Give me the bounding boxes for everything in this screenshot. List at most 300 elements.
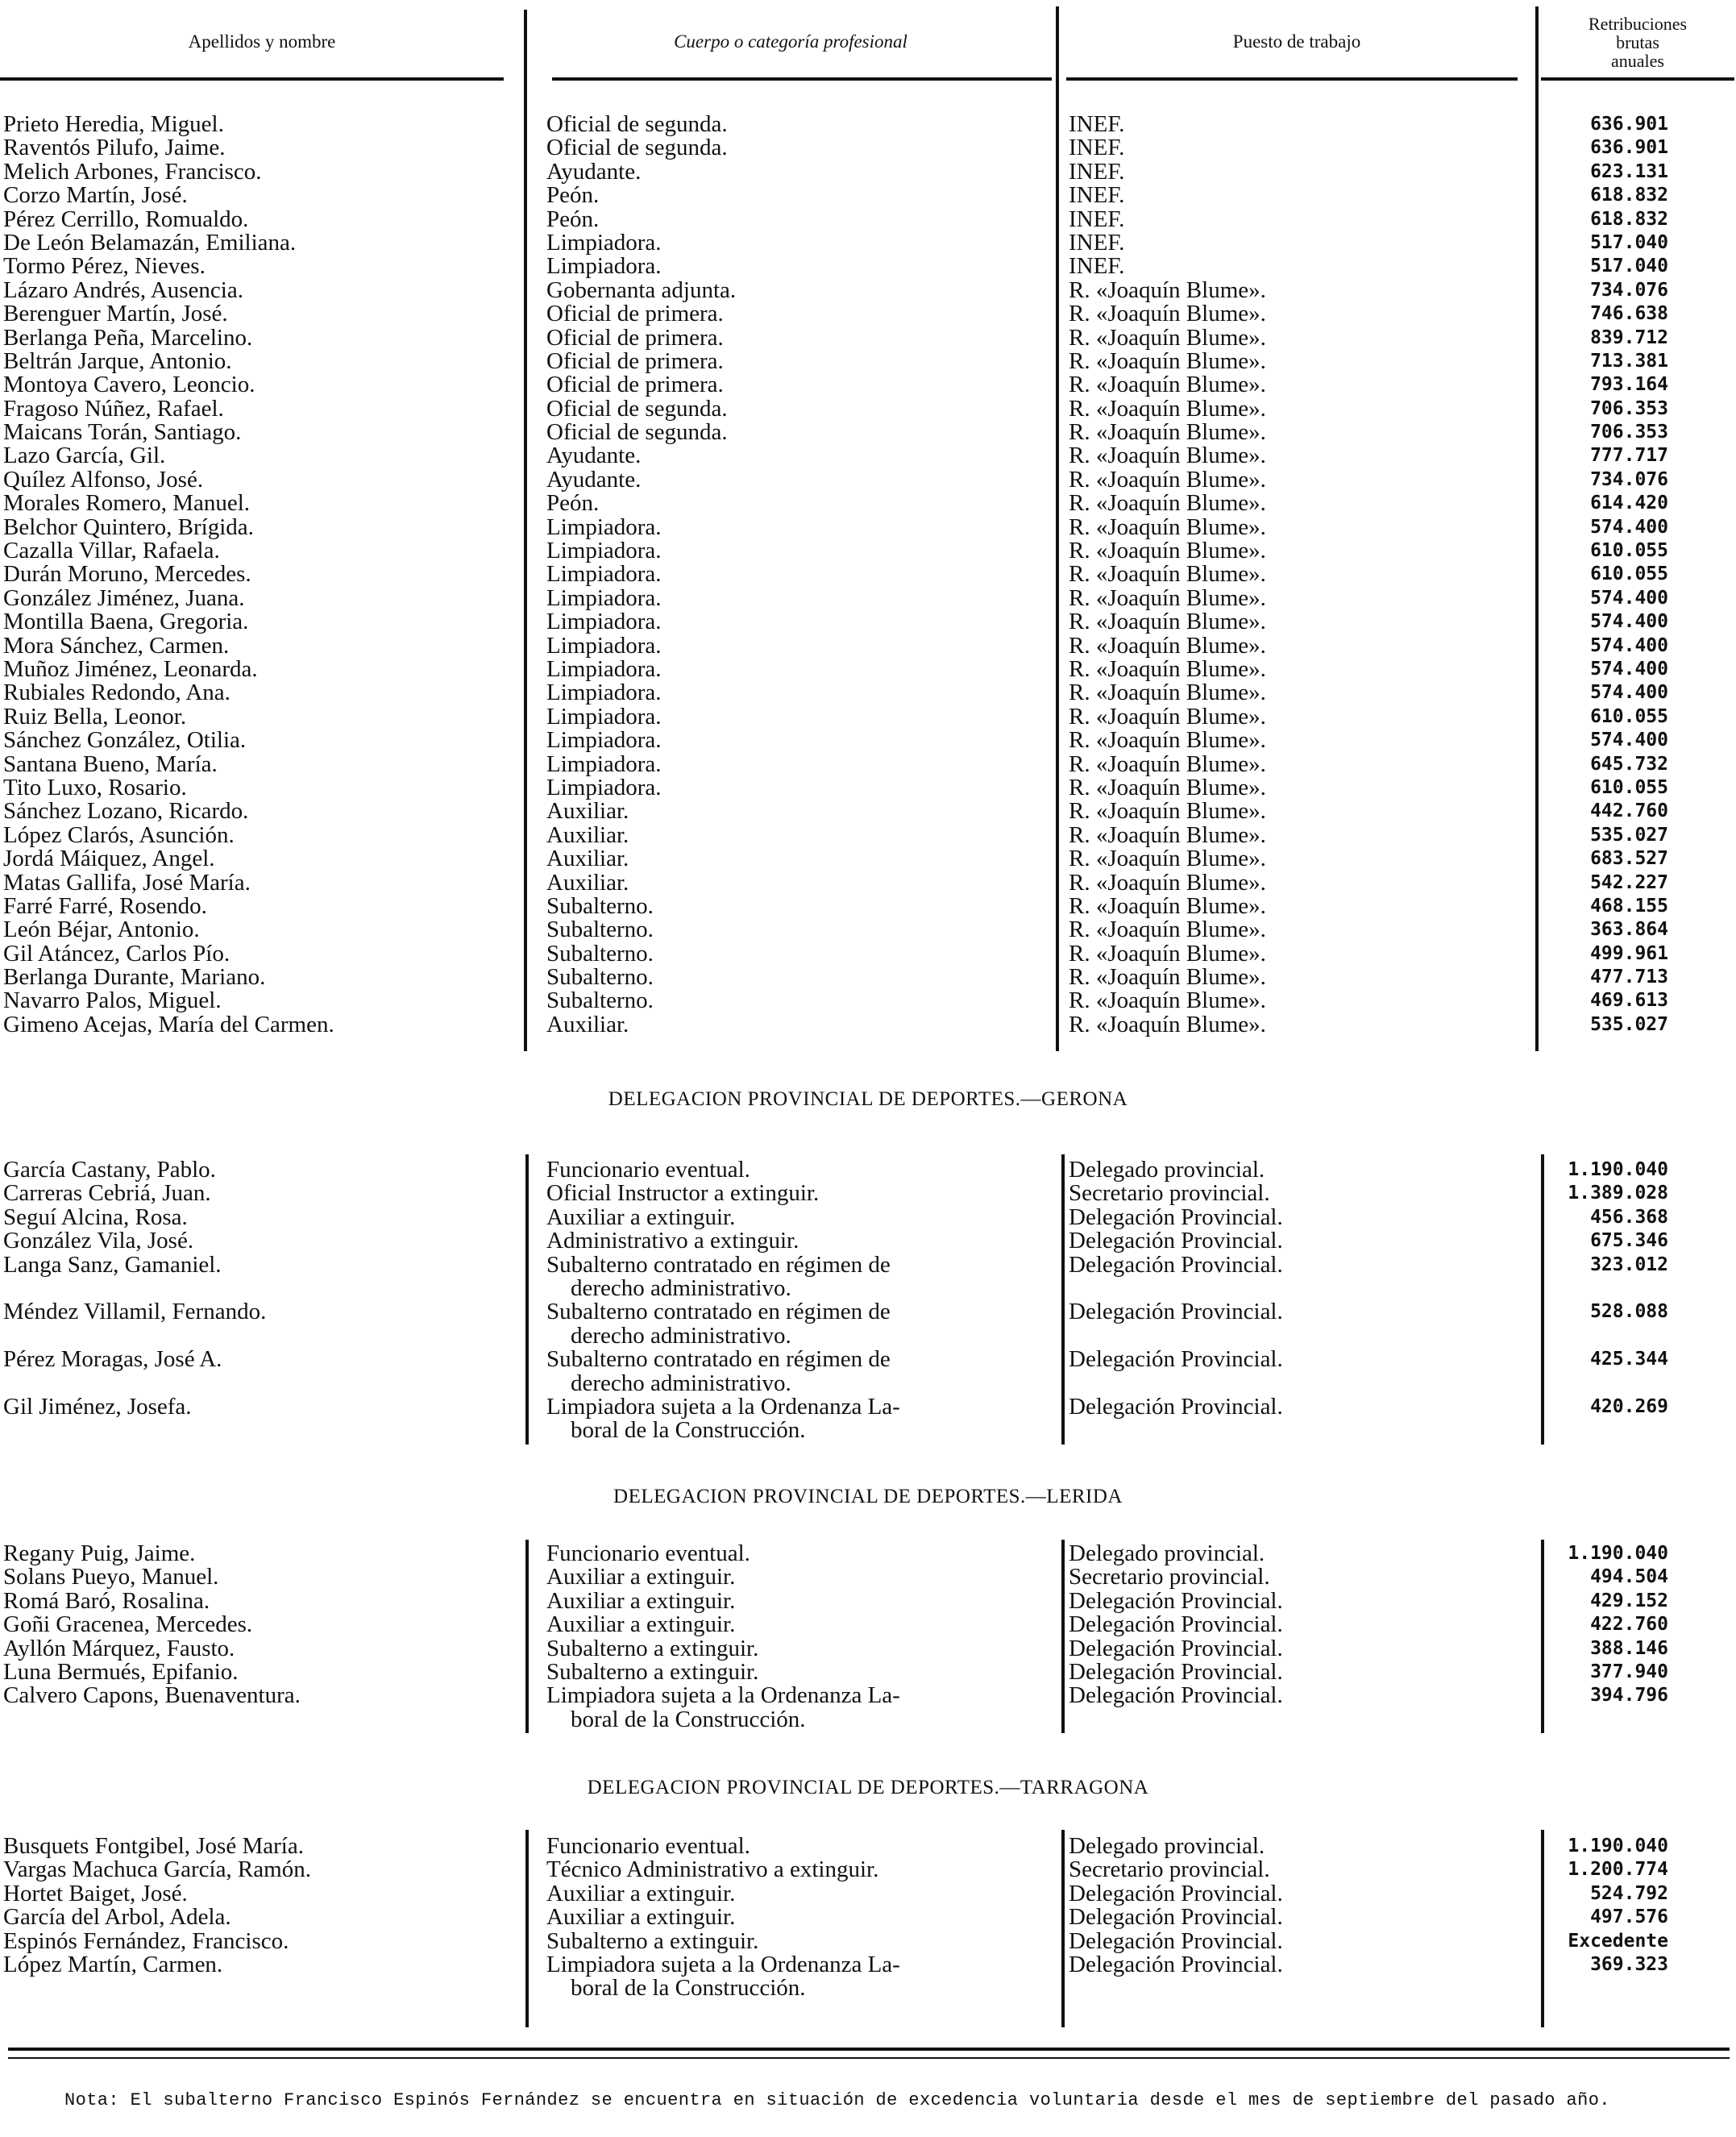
category-line: Oficial de primera.	[546, 347, 724, 374]
employee-name: Morales Romero, Manuel.	[3, 490, 251, 517]
category-line: Gobernanta adjunta.	[546, 276, 737, 303]
category-line: Peón.	[546, 206, 600, 232]
employee-name: Tormo Pérez, Nieves.	[3, 253, 206, 280]
header-rule	[1541, 77, 1734, 81]
table-row	[0, 302, 1736, 326]
annual-gross-pay: 429.152	[1590, 1590, 1668, 1611]
table-row	[0, 1542, 1736, 1565]
table-row	[0, 871, 1736, 895]
professional-category	[546, 1882, 735, 1906]
annual-gross-pay: 442.760	[1590, 800, 1668, 822]
annual-gross-pay: 528.088	[1590, 1301, 1668, 1323]
category-line: Auxiliar.	[546, 846, 629, 872]
table-row	[0, 1206, 1736, 1229]
professional-category	[546, 513, 662, 540]
employee-name: Sánchez González, Otilia.	[3, 727, 247, 754]
annual-gross-pay: 574.400	[1590, 516, 1668, 538]
table-row	[0, 373, 1736, 397]
category-line: Oficial de segunda.	[546, 111, 728, 137]
annual-gross-pay: 1.190.040	[1568, 1543, 1668, 1564]
category-line: Auxiliar a extinguir.	[546, 1904, 736, 1931]
category-line: Auxiliar a extinguir.	[546, 1564, 736, 1590]
table-row	[0, 231, 1736, 255]
category-line: Limpiadora.	[546, 229, 662, 256]
category-line: Subalterno contratado en régimen de	[546, 1251, 891, 1278]
table-row	[0, 1658, 1736, 1685]
category-line: Peón.	[546, 182, 600, 209]
job-post: R. «Joaquín Blume».	[1069, 727, 1266, 754]
employee-name: Santana Bueno, María.	[3, 750, 218, 777]
job-post: R. «Joaquín Blume».	[1069, 703, 1266, 730]
professional-category	[546, 1927, 759, 1954]
employee-name: Méndez Villamil, Fernando.	[3, 1299, 267, 1325]
job-post: R. «Joaquín Blume».	[1069, 276, 1266, 303]
table-row	[0, 1858, 1736, 1881]
job-post: R. «Joaquín Blume».	[1069, 964, 1266, 991]
table-row	[0, 821, 1736, 848]
job-post: Delegación Provincial.	[1069, 1880, 1283, 1906]
professional-category	[546, 347, 724, 374]
category-line: Funcionario eventual.	[546, 1157, 750, 1183]
header-category: Cuerpo o categoría profesional	[674, 31, 907, 52]
annual-gross-pay: 746.638	[1590, 303, 1668, 325]
employee-name: Navarro Palos, Miguel.	[3, 987, 222, 1014]
employee-name: Montoya Cavero, Leoncio.	[3, 372, 255, 398]
professional-category	[546, 918, 654, 942]
category-line: Auxiliar a extinguir.	[546, 1611, 736, 1638]
annual-gross-pay: 574.400	[1590, 634, 1668, 656]
job-post: R. «Joaquín Blume».	[1069, 419, 1266, 446]
annual-gross-pay: 713.381	[1590, 350, 1668, 372]
table-row	[0, 1953, 1736, 2001]
job-post: R. «Joaquín Blume».	[1069, 869, 1266, 896]
employee-name: Ayllón Márquez, Fausto.	[3, 1635, 235, 1661]
category-line: Ayudante.	[546, 158, 642, 185]
job-post: R. «Joaquín Blume».	[1069, 609, 1266, 635]
job-post: INEF.	[1069, 111, 1125, 137]
annual-gross-pay: 369.323	[1590, 1953, 1668, 1975]
job-post: R. «Joaquín Blume».	[1069, 561, 1266, 588]
category-line: Limpiadora.	[546, 774, 662, 800]
employee-name: Raventós Pilufo, Jaime.	[3, 135, 226, 161]
header-pay-line1: Retribuciones	[1588, 13, 1688, 34]
employee-name: Seguí Alcina, Rosa.	[3, 1204, 188, 1230]
job-post: R. «Joaquín Blume».	[1069, 750, 1266, 777]
annual-gross-pay: 574.400	[1590, 682, 1668, 704]
table-row	[0, 1013, 1736, 1037]
header-pay-line2: brutas	[1616, 31, 1659, 52]
category-line: Subalterno contratado en régimen de	[546, 1299, 891, 1325]
professional-category	[546, 729, 662, 752]
professional-category	[546, 302, 724, 326]
section-main	[0, 113, 1736, 1037]
annual-gross-pay: 777.717	[1590, 445, 1668, 467]
professional-category	[546, 184, 599, 207]
professional-category	[546, 1395, 900, 1443]
category-line: Limpiadora.	[546, 680, 662, 706]
job-post: R. «Joaquín Blume».	[1069, 798, 1266, 825]
employee-name: López Clarós, Asunción.	[3, 821, 235, 848]
category-line: Limpiadora.	[546, 584, 662, 611]
professional-category	[546, 871, 629, 895]
category-line-continued: derecho administrativo.	[571, 1274, 791, 1301]
professional-category	[546, 821, 629, 848]
annual-gross-pay: 524.792	[1590, 1882, 1668, 1904]
job-post: Secretario provincial.	[1069, 1180, 1270, 1207]
table-row	[0, 989, 1736, 1012]
employee-name: Romá Baró, Rosalina.	[3, 1587, 210, 1614]
job-post: Delegación Provincial.	[1069, 1346, 1283, 1373]
category-line: Subalterno contratado en régimen de	[546, 1346, 891, 1373]
annual-gross-pay: Excedente	[1568, 1930, 1668, 1952]
job-post: Delegación Provincial.	[1069, 1587, 1283, 1614]
category-line: Subalterno.	[546, 917, 654, 943]
professional-category	[546, 468, 641, 492]
annual-gross-pay: 425.344	[1590, 1349, 1668, 1370]
employee-name: Pérez Cerrillo, Romualdo.	[3, 206, 249, 232]
employee-name: Vargas Machuca García, Ramón.	[3, 1856, 311, 1883]
employee-name: Gil Jiménez, Josefa.	[3, 1393, 192, 1420]
job-post: Delegación Provincial.	[1069, 1251, 1283, 1278]
category-line: Auxiliar a extinguir.	[546, 1204, 736, 1230]
employee-name: Belchor Quintero, Brígida.	[3, 513, 254, 540]
annual-gross-pay: 610.055	[1590, 705, 1668, 727]
header-pay-line3: anuales	[1611, 51, 1664, 72]
table-row	[0, 655, 1736, 682]
category-line: Subalterno a extinguir.	[546, 1658, 759, 1685]
job-post: R. «Joaquín Blume».	[1069, 987, 1266, 1014]
employee-name: González Jiménez, Juana.	[3, 584, 245, 611]
section-title-gerona: DELEGACION PROVINCIAL DE DEPORTES.—GERONA	[608, 1088, 1128, 1110]
annual-gross-pay: 420.269	[1590, 1395, 1668, 1417]
professional-category	[546, 231, 662, 255]
category-line: Limpiadora.	[546, 727, 662, 754]
employee-name: Regany Puig, Jaime.	[3, 1540, 196, 1566]
table-row	[0, 966, 1736, 989]
job-post: R. «Joaquín Blume».	[1069, 940, 1266, 967]
professional-category	[546, 1684, 900, 1732]
professional-category	[546, 681, 662, 705]
table-row	[0, 634, 1736, 658]
employee-name: Prieto Heredia, Miguel.	[3, 111, 224, 137]
job-post: Delegación Provincial.	[1069, 1204, 1283, 1230]
professional-category	[546, 634, 662, 658]
annual-gross-pay: 618.832	[1590, 185, 1668, 206]
section-title-tarragona: DELEGACION PROVINCIAL DE DEPORTES.—TARRAGONA	[587, 1777, 1149, 1798]
category-line: Subalterno a extinguir.	[546, 1635, 759, 1661]
employee-name: Pérez Moragas, José A.	[3, 1346, 222, 1373]
employee-name: De León Belamazán, Emiliana.	[3, 229, 297, 256]
job-post: Delegación Provincial.	[1069, 1904, 1283, 1931]
annual-gross-pay: 363.864	[1590, 919, 1668, 941]
employee-name: Matas Gallifa, José María.	[3, 869, 251, 896]
employee-name: Berlanga Durante, Mariano.	[3, 964, 266, 991]
category-line-continued: boral de la Construcción.	[571, 1417, 806, 1444]
category-line: Ayudante.	[546, 466, 642, 493]
employee-name: Solans Pueyo, Manuel.	[3, 1564, 219, 1590]
job-post: R. «Joaquín Blume».	[1069, 538, 1266, 564]
annual-gross-pay: 574.400	[1590, 730, 1668, 751]
category-line-continued: derecho administrativo.	[571, 1322, 791, 1349]
professional-category	[546, 563, 662, 586]
employee-name: Beltrán Jarque, Antonio.	[3, 347, 232, 374]
professional-category	[546, 1587, 736, 1614]
professional-category	[546, 397, 728, 421]
professional-category	[546, 610, 662, 634]
annual-gross-pay: 636.901	[1590, 137, 1668, 159]
job-post: Delegación Provincial.	[1069, 1658, 1283, 1685]
professional-category	[546, 373, 724, 397]
professional-category	[546, 113, 728, 136]
table-row	[0, 776, 1736, 800]
employee-name: Farré Farré, Rosendo.	[3, 892, 207, 919]
category-line-continued: boral de la Construcción.	[571, 1706, 806, 1732]
job-post: R. «Joaquín Blume».	[1069, 917, 1266, 943]
table-row	[0, 444, 1736, 468]
table-row	[0, 1251, 1736, 1301]
table-row	[0, 1835, 1736, 1858]
annual-gross-pay: 734.076	[1590, 468, 1668, 490]
job-post: R. «Joaquín Blume».	[1069, 395, 1266, 422]
footer-rule	[8, 2048, 1730, 2051]
category-line: Limpiadora.	[546, 561, 662, 588]
category-line: Subalterno.	[546, 892, 654, 919]
annual-gross-pay: 618.832	[1590, 208, 1668, 230]
category-line: Oficial de segunda.	[546, 395, 728, 422]
professional-category	[546, 1229, 799, 1253]
job-post: INEF.	[1069, 135, 1125, 161]
table-row	[0, 184, 1736, 207]
annual-gross-pay: 1.389.028	[1568, 1183, 1668, 1204]
table-row	[0, 681, 1736, 705]
job-post: R. «Joaquín Blume».	[1069, 372, 1266, 398]
professional-category	[546, 1953, 900, 2001]
category-line: Auxiliar.	[546, 869, 629, 896]
employee-name: Maicans Torán, Santiago.	[3, 419, 242, 446]
annual-gross-pay: 377.940	[1590, 1661, 1668, 1682]
category-line: Limpiadora.	[546, 655, 662, 682]
table-row	[0, 1395, 1736, 1443]
table-row	[0, 729, 1736, 752]
job-post: R. «Joaquín Blume».	[1069, 680, 1266, 706]
annual-gross-pay: 623.131	[1590, 160, 1668, 182]
category-line-continued: boral de la Construcción.	[571, 1975, 806, 2002]
table-row	[0, 1882, 1736, 1906]
category-line-continued: derecho administrativo.	[571, 1370, 791, 1396]
table-row	[0, 326, 1736, 350]
annual-gross-pay: 839.712	[1590, 326, 1668, 348]
category-line: Limpiadora.	[546, 538, 662, 564]
annual-gross-pay: 706.353	[1590, 422, 1668, 443]
table-row	[0, 113, 1736, 136]
category-line: Oficial de primera.	[546, 372, 724, 398]
professional-category	[546, 1206, 735, 1229]
annual-gross-pay: 517.040	[1590, 231, 1668, 253]
employee-name: Mora Sánchez, Carmen.	[3, 632, 230, 659]
category-line: Limpiadora.	[546, 750, 662, 777]
category-line: Subalterno.	[546, 940, 654, 967]
category-line: Limpiadora sujeta a la Ordenanza La-	[546, 1682, 900, 1709]
professional-category	[546, 800, 629, 823]
annual-gross-pay: 610.055	[1590, 563, 1668, 585]
category-line: Subalterno.	[546, 964, 654, 991]
professional-category	[546, 255, 662, 278]
annual-gross-pay: 610.055	[1590, 776, 1668, 798]
professional-category	[546, 989, 654, 1012]
job-post: Delegación Provincial.	[1069, 1393, 1283, 1420]
table-row	[0, 1906, 1736, 1929]
job-post: Delegación Provincial.	[1069, 1927, 1283, 1954]
employee-name: Ruiz Bella, Leonor.	[3, 703, 187, 730]
table-row	[0, 208, 1736, 231]
table-row	[0, 1587, 1736, 1614]
category-line: Oficial de primera.	[546, 301, 724, 327]
professional-category	[546, 1565, 735, 1589]
professional-category	[546, 1348, 891, 1395]
footer-rule	[8, 2057, 1730, 2059]
job-post: Delegación Provincial.	[1069, 1635, 1283, 1661]
annual-gross-pay: 574.400	[1590, 611, 1668, 633]
table-row	[0, 160, 1736, 184]
category-line: Oficial Instructor a extinguir.	[546, 1180, 820, 1207]
professional-category	[546, 776, 662, 800]
professional-category	[546, 942, 654, 966]
annual-gross-pay: 636.901	[1590, 114, 1668, 135]
annual-gross-pay: 422.760	[1590, 1614, 1668, 1636]
job-post: R. «Joaquín Blume».	[1069, 443, 1266, 469]
employee-name: Cazalla Villar, Rafaela.	[3, 538, 220, 564]
table-row	[0, 705, 1736, 729]
table-row	[0, 1637, 1736, 1661]
employee-name: Calvero Capons, Buenaventura.	[3, 1682, 301, 1709]
table-row	[0, 1565, 1736, 1589]
category-line: Limpiadora.	[546, 513, 662, 540]
annual-gross-pay: 456.368	[1590, 1206, 1668, 1228]
annual-gross-pay: 535.027	[1590, 824, 1668, 846]
professional-category	[546, 1251, 891, 1301]
job-post: Secretario provincial.	[1069, 1564, 1270, 1590]
job-post: INEF.	[1069, 206, 1125, 232]
employee-name: Busquets Fontgibel, José María.	[3, 1833, 304, 1859]
category-line: Limpiadora sujeta a la Ordenanza La-	[546, 1393, 900, 1420]
table-row	[0, 1300, 1736, 1348]
employee-name: León Béjar, Antonio.	[3, 917, 200, 943]
job-post: Delegación Provincial.	[1069, 1299, 1283, 1325]
table-row	[0, 347, 1736, 374]
employee-name: Tito Luxo, Rosario.	[3, 774, 187, 800]
professional-category	[546, 1858, 878, 1881]
job-post: Delegado provincial.	[1069, 1540, 1265, 1566]
category-line: Administrativo a extinguir.	[546, 1228, 799, 1254]
job-post: Delegación Provincial.	[1069, 1611, 1283, 1638]
employee-name: Montilla Baena, Gregoria.	[3, 609, 249, 635]
employee-name: Luna Bermués, Epifanio.	[3, 1658, 239, 1685]
annual-gross-pay: 645.732	[1590, 753, 1668, 775]
professional-category	[546, 136, 728, 160]
employee-name: Jordá Máiquez, Angel.	[3, 846, 215, 872]
employee-name: Corzo Martín, José.	[3, 182, 188, 209]
professional-category	[546, 892, 654, 919]
table-row	[0, 513, 1736, 540]
table-row	[0, 584, 1736, 611]
category-line: Limpiadora.	[546, 609, 662, 635]
employee-name: Berenguer Martín, José.	[3, 301, 228, 327]
category-line: Técnico Administrativo a extinguir.	[546, 1856, 879, 1883]
annual-gross-pay: 1.200.774	[1568, 1859, 1668, 1881]
table-row	[0, 1348, 1736, 1395]
employee-name: Melich Arbones, Francisco.	[3, 158, 262, 185]
professional-category	[546, 966, 654, 989]
annual-gross-pay: 542.227	[1590, 871, 1668, 893]
job-post: R. «Joaquín Blume».	[1069, 1011, 1266, 1037]
table-row	[0, 276, 1736, 303]
professional-category	[546, 444, 641, 468]
professional-category	[546, 1300, 891, 1348]
category-line: Subalterno a extinguir.	[546, 1927, 759, 1954]
professional-category	[546, 1835, 750, 1858]
employee-name: Langa Sanz, Gamaniel.	[3, 1251, 222, 1278]
job-post: Secretario provincial.	[1069, 1856, 1270, 1883]
professional-category	[546, 750, 662, 777]
table-row	[0, 563, 1736, 586]
employee-name: Gimeno Acejas, María del Carmen.	[3, 1011, 334, 1037]
table-row	[0, 800, 1736, 823]
job-post: INEF.	[1069, 229, 1125, 256]
table-row	[0, 750, 1736, 777]
professional-category	[546, 655, 662, 682]
employee-name: García Castany, Pablo.	[3, 1157, 216, 1183]
professional-category	[546, 276, 737, 303]
annual-gross-pay: 614.420	[1590, 493, 1668, 514]
table-row	[0, 1229, 1736, 1253]
table-row	[0, 1613, 1736, 1636]
category-line: Funcionario eventual.	[546, 1540, 750, 1566]
job-post: Delegación Provincial.	[1069, 1228, 1283, 1254]
job-post: Delegación Provincial.	[1069, 1951, 1283, 1977]
professional-category	[546, 1613, 735, 1636]
employee-name: Carreras Cebriá, Juan.	[3, 1180, 211, 1207]
header-pay	[1539, 0, 1736, 85]
table-row	[0, 1927, 1736, 1954]
header-rule	[552, 77, 1052, 81]
table-row	[0, 1182, 1736, 1205]
annual-gross-pay: 494.504	[1590, 1566, 1668, 1588]
job-post: INEF.	[1069, 253, 1125, 280]
annual-gross-pay: 477.713	[1590, 967, 1668, 988]
job-post: R. «Joaquín Blume».	[1069, 490, 1266, 517]
job-post: R. «Joaquín Blume».	[1069, 301, 1266, 327]
professional-category	[546, 1013, 629, 1037]
professional-category	[546, 492, 599, 515]
professional-category	[546, 326, 724, 350]
section-gerona	[0, 1158, 1736, 1443]
category-line: Subalterno.	[546, 987, 654, 1014]
annual-gross-pay: 1.190.040	[1568, 1159, 1668, 1180]
annual-gross-pay: 675.346	[1590, 1230, 1668, 1252]
header-rule	[0, 77, 504, 81]
employee-name: Muñoz Jiménez, Leonarda.	[3, 655, 258, 682]
category-line: Auxiliar a extinguir.	[546, 1587, 736, 1614]
job-post: R. «Joaquín Blume».	[1069, 584, 1266, 611]
category-line: Peón.	[546, 490, 600, 517]
annual-gross-pay: 323.012	[1590, 1254, 1668, 1275]
category-line: Limpiadora.	[546, 703, 662, 730]
annual-gross-pay: 734.076	[1590, 279, 1668, 301]
table-row	[0, 847, 1736, 871]
employee-name: Sánchez Lozano, Ricardo.	[3, 798, 249, 825]
table-row	[0, 468, 1736, 492]
category-line: Auxiliar a extinguir.	[546, 1880, 736, 1906]
